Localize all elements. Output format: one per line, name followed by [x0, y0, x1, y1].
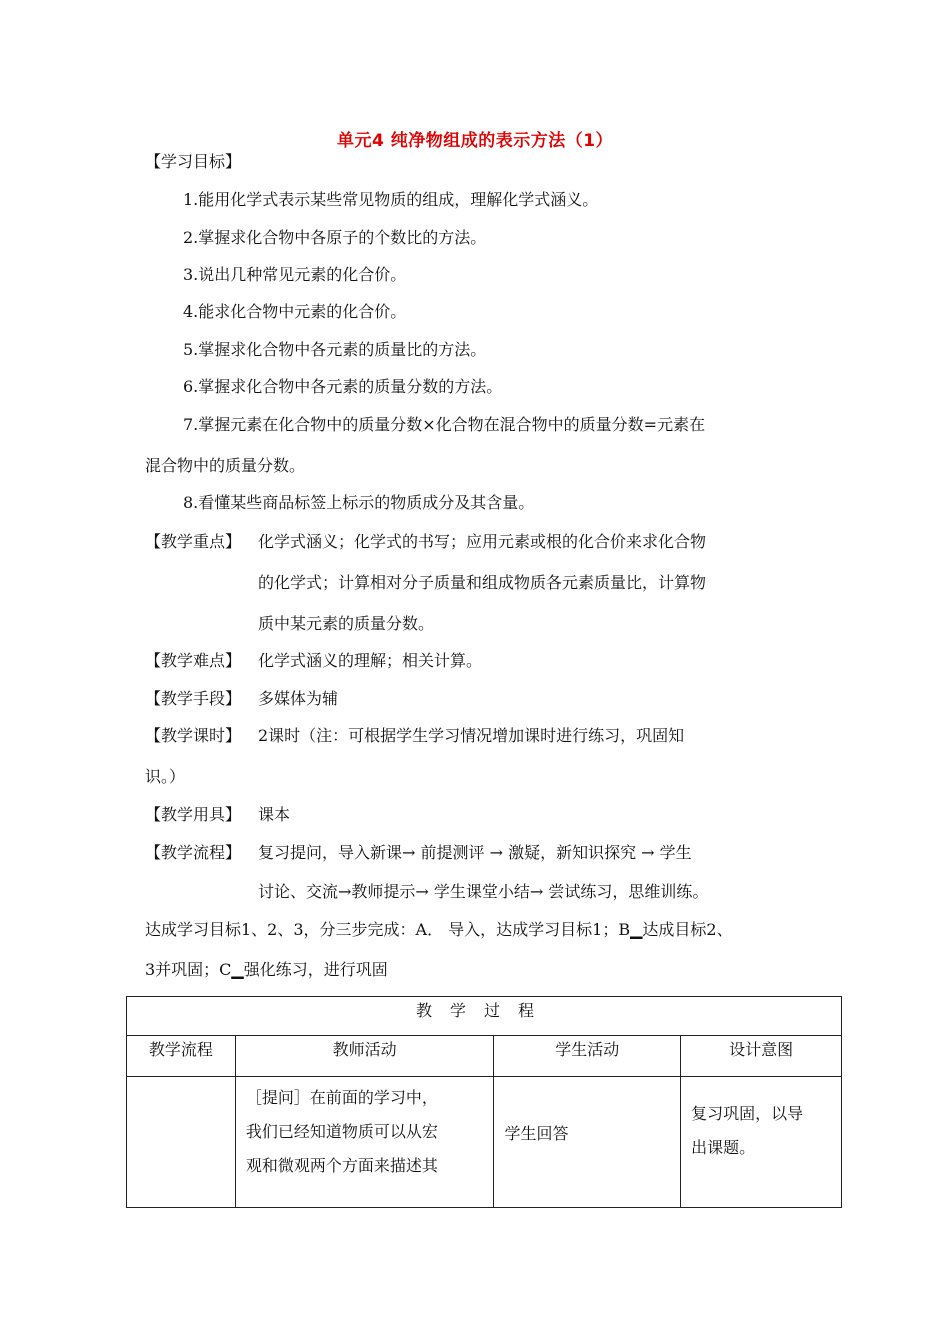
objectives-heading: 【学习目标】 — [145, 152, 242, 171]
objective-item: 2.掌握求化合物中各原子的个数比的方法。 — [183, 228, 487, 247]
objective-item: 1.能用化学式表示某些常见物质的组成，理解化学式涵义。 — [183, 190, 599, 209]
flow-label: 【教学流程】 — [145, 843, 242, 862]
flow-cell — [127, 1077, 236, 1208]
objective-item: 3.说出几种常见元素的化合价。 — [183, 265, 407, 284]
summary-text: 3并巩固；C▁强化练习，进行巩固 — [145, 960, 388, 979]
hours-label: 【教学课时】 — [145, 726, 242, 745]
teacher-line: 我们已经知道物质可以从宏 — [245, 1122, 438, 1141]
flow-text: 讨论、交流→教师提示→ 学生课堂小结→ 尝试练习，思维训练。 — [258, 882, 709, 901]
objective-item: 7.掌握元素在化合物中的质量分数×化合物在混合物中的质量分数=元素在 — [183, 415, 706, 434]
table-header: 教学过程 — [127, 997, 842, 1036]
difficulty-text: 化学式涵义的理解；相关计算。 — [258, 651, 483, 670]
summary-text: 达成学习目标1、2、3，分三步完成：A． 导入，达成学习目标1；B▁达成目标2、 — [145, 920, 733, 939]
column-header-flow: 教学流程 — [127, 1036, 236, 1077]
means-text: 多媒体为辅 — [258, 689, 339, 708]
focus-text: 化学式涵义；化学式的书写；应用元素或根的化合价来求化合物 — [258, 532, 707, 551]
hours-text-continued: 识。） — [145, 767, 186, 786]
column-header-intent: 设计意图 — [681, 1036, 842, 1077]
objective-item: 5.掌握求化合物中各元素的质量比的方法。 — [183, 340, 487, 359]
difficulty-label: 【教学难点】 — [145, 651, 242, 670]
tools-label: 【教学用具】 — [145, 805, 242, 824]
flow-text: 复习提问，导入新课→ 前提测评 → 激疑，新知识探究 → 学生 — [258, 843, 692, 862]
student-text: 学生回答 — [504, 1124, 569, 1143]
objective-item-continued: 混合物中的质量分数。 — [145, 456, 306, 475]
hours-text: 2课时（注：可根据学生学习情况增加课时进行练习，巩固知 — [258, 726, 685, 745]
intent-cell — [681, 1077, 842, 1208]
teacher-line: 观和微观两个方面来描述其 — [245, 1156, 438, 1175]
teacher-line: ［提问］在前面的学习中， — [245, 1088, 438, 1107]
column-header-teacher: 教师活动 — [235, 1036, 494, 1077]
teacher-cell — [235, 1077, 494, 1208]
student-cell — [494, 1077, 681, 1208]
objective-item: 8.看懂某些商品标签上标示的物质成分及其含量。 — [183, 493, 535, 512]
tools-text: 课本 — [258, 805, 291, 824]
document-title: 单元4 纯净物组成的表示方法（1） — [336, 131, 614, 151]
objective-item: 6.掌握求化合物中各元素的质量分数的方法。 — [183, 377, 503, 396]
means-label: 【教学手段】 — [145, 689, 242, 708]
focus-text: 质中某元素的质量分数。 — [258, 614, 435, 633]
intent-line: 出课题。 — [691, 1138, 756, 1157]
table-row — [127, 1077, 842, 1208]
focus-text: 的化学式；计算相对分子质量和组成物质各元素质量比，计算物 — [258, 573, 707, 592]
focus-label: 【教学重点】 — [145, 532, 242, 551]
teaching-process-table — [126, 996, 842, 1208]
intent-line: 复习巩固，以导 — [691, 1104, 804, 1123]
column-header-student: 学生活动 — [494, 1036, 681, 1077]
objective-item: 4.能求化合物中元素的化合价。 — [183, 302, 407, 321]
